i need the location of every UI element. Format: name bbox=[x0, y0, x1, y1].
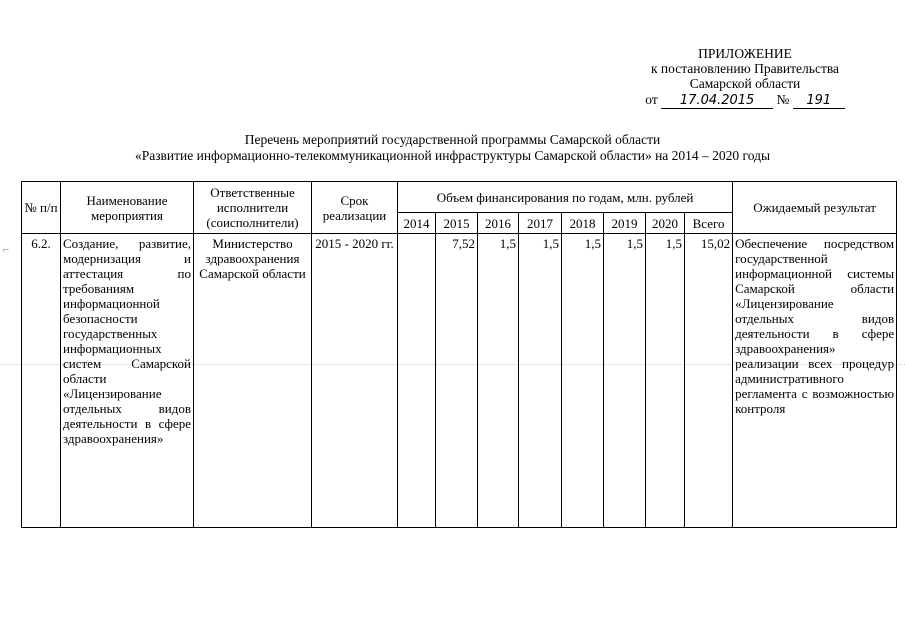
header-year: 2015 bbox=[436, 213, 478, 234]
scan-artifact-mark: ⌐ bbox=[2, 246, 10, 256]
number-label: № bbox=[776, 92, 790, 107]
header-total: Всего bbox=[685, 213, 733, 234]
cell-value-total: 15,02 bbox=[685, 234, 733, 528]
document-title bbox=[0, 132, 905, 164]
header-year: 2016 bbox=[478, 213, 519, 234]
appendix-date-line bbox=[580, 92, 905, 109]
from-label: от bbox=[645, 92, 658, 107]
handwritten-date: 17.04.2015 bbox=[661, 94, 773, 109]
cell-responsible: Министерство здравоохранения Самарской области bbox=[194, 234, 312, 528]
header-funding: Объем финансирования по годам, млн. рублей bbox=[398, 182, 733, 213]
cell-num: 6.2. bbox=[22, 234, 61, 528]
header-year: 2018 bbox=[562, 213, 604, 234]
cell-value-2014 bbox=[398, 234, 436, 528]
cell-value-2016: 1,5 bbox=[478, 234, 519, 528]
table-header-row bbox=[22, 182, 897, 213]
header-name: Наименование мероприятия bbox=[61, 182, 194, 234]
cell-value-2020: 1,5 bbox=[646, 234, 685, 528]
cell-name: Создание, развитие, модернизация и аттестация по требованиям информационной безопасности государственных информационных систем Самарской области «Лицензирование отдельных видов деятельности в сфере здравоохранения» bbox=[61, 234, 194, 528]
header-year: 2019 bbox=[604, 213, 646, 234]
header-responsible: Ответственные исполнители (соисполнители) bbox=[194, 182, 312, 234]
handwritten-number: 191 bbox=[793, 94, 845, 109]
title-line-1: Перечень мероприятий государственной программы Самарской области bbox=[244, 132, 661, 147]
cell-value-2019: 1,5 bbox=[604, 234, 646, 528]
cell-value-2018: 1,5 bbox=[562, 234, 604, 528]
cell-term: 2015 - 2020 гг. bbox=[312, 234, 398, 528]
header-year: 2020 bbox=[646, 213, 685, 234]
appendix-line-3: Самарской области bbox=[689, 76, 801, 91]
measures-table bbox=[21, 181, 897, 528]
cell-result: Обеспечение посредством государственной информационной системы Самарской области «Лицензирование отдельных видов деятельности в сфере здравоохранения» реализации всех процедур административного регламента с возможностью контроля bbox=[733, 234, 897, 528]
title-line-2: «Развитие информационно-телекоммуникационной инфраструктуры Самарской области» на 2014 – 2020 годы bbox=[134, 148, 771, 163]
header-result: Ожидаемый результат bbox=[733, 182, 897, 234]
cell-value-2015: 7,52 bbox=[436, 234, 478, 528]
header-year: 2014 bbox=[398, 213, 436, 234]
cell-value-2017: 1,5 bbox=[519, 234, 562, 528]
appendix-line-2: к постановлению Правительства bbox=[650, 61, 840, 76]
appendix-heading: ПРИЛОЖЕНИЕ bbox=[698, 46, 792, 61]
table-row bbox=[22, 234, 897, 528]
header-num: № п/п bbox=[22, 182, 61, 234]
header-year: 2017 bbox=[519, 213, 562, 234]
appendix-block bbox=[580, 46, 905, 109]
header-term: Срок реализации bbox=[312, 182, 398, 234]
